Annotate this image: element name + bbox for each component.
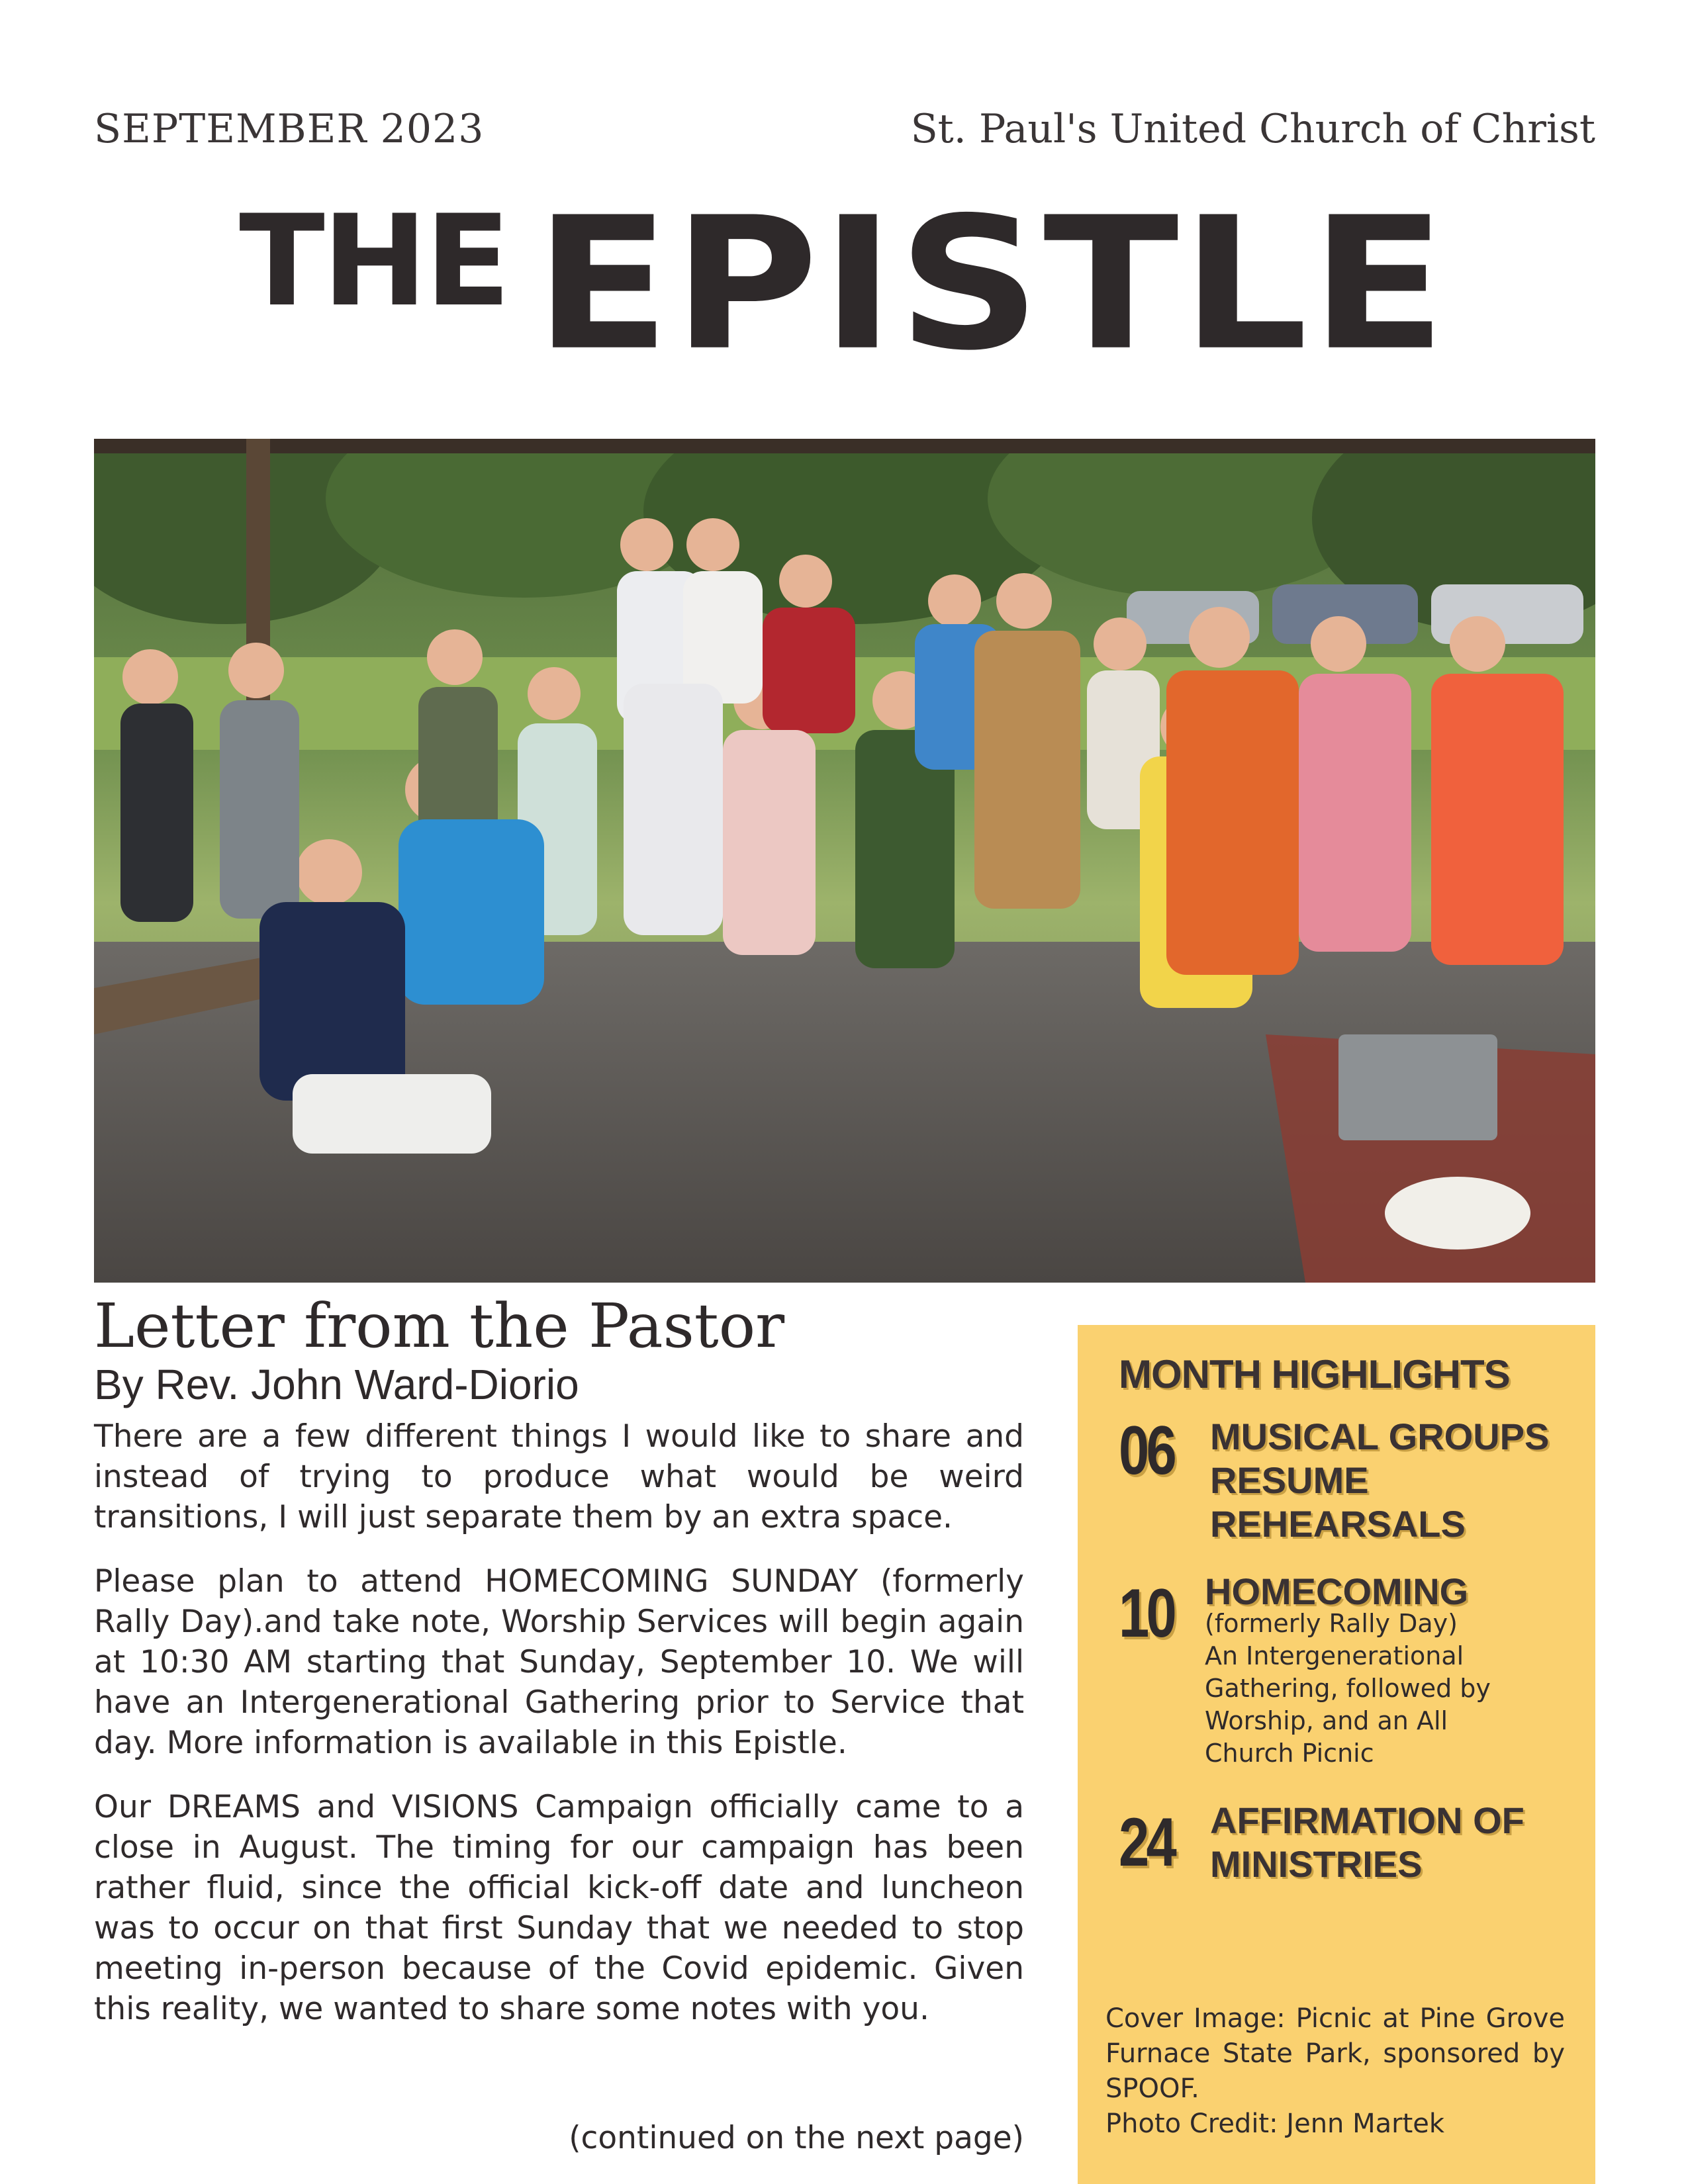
cover-photo-illustration [94,439,1595,1283]
letter-title: Letter from the Pastor [94,1291,785,1361]
letter-body [94,1416,1024,2053]
letter-paragraph-3: Our DREAMS and VISIONS Campaign officially came to a close in August. The timing for our campaign has been rather fluid, since the official kick-off date and luncheon was to occur on that first Sunday that we needed to stop meeting in-person because of the Covid epidemic. Given this reality, we wanted to share some notes with you. [94,1789,1024,2027]
caption-text: Cover Image: Picnic at Pine Grove Furnace State Park, sponsored by SPOOF. [1105,2003,1565,2104]
issue-date: SEPTEMBER 2023 [94,106,485,152]
highlight-day: 10 [1119,1575,1174,1652]
masthead-word-epistle: EPISTLE [534,178,1449,391]
masthead-title [0,178,1688,391]
cover-photo [94,439,1595,1283]
highlight-heading: MUSICAL GROUPS RESUME REHEARSALS [1210,1416,1550,1545]
church-name: St. Paul's United Church of Christ [910,106,1595,152]
highlight-detail: An Intergenerational Gathering, followed by Worship, and an All Church Picnic [1205,1641,1491,1768]
letter-byline: By Rev. John Ward-Diorio [94,1361,579,1408]
continued-note: (continued on the next page) [569,2120,1024,2156]
highlights-title: MONTH HIGHLIGHTS [1119,1352,1510,1396]
photo-caption [1105,2001,1565,2142]
highlight-heading: HOMECOMING [1205,1570,1469,1612]
letter-paragraph-1: There are a few different things I would like to share and instead of trying to produce what would be weird transitions, I will just separate them by an extra space. [94,1418,1024,1535]
highlight-note: (formerly Rally Day) [1205,1609,1458,1638]
month-highlights-panel [1078,1325,1595,2184]
highlight-day: 06 [1119,1412,1174,1489]
photo-credit: Photo Credit: Jenn Martek [1105,2109,1445,2139]
highlight-heading: AFFIRMATION OF MINISTRIES [1210,1799,1524,1885]
highlight-day: 24 [1119,1804,1174,1881]
masthead-word-the: THE [239,188,508,334]
letter-paragraph-2: Please plan to attend HOMECOMING SUNDAY (formerly Rally Day).and take note, Worship Services will begin again at 10:30 AM starting that Sunday, September 10. We will have an Intergenerational Gathering prior to Service that day. More information is available in this Epistle. [94,1563,1024,1761]
